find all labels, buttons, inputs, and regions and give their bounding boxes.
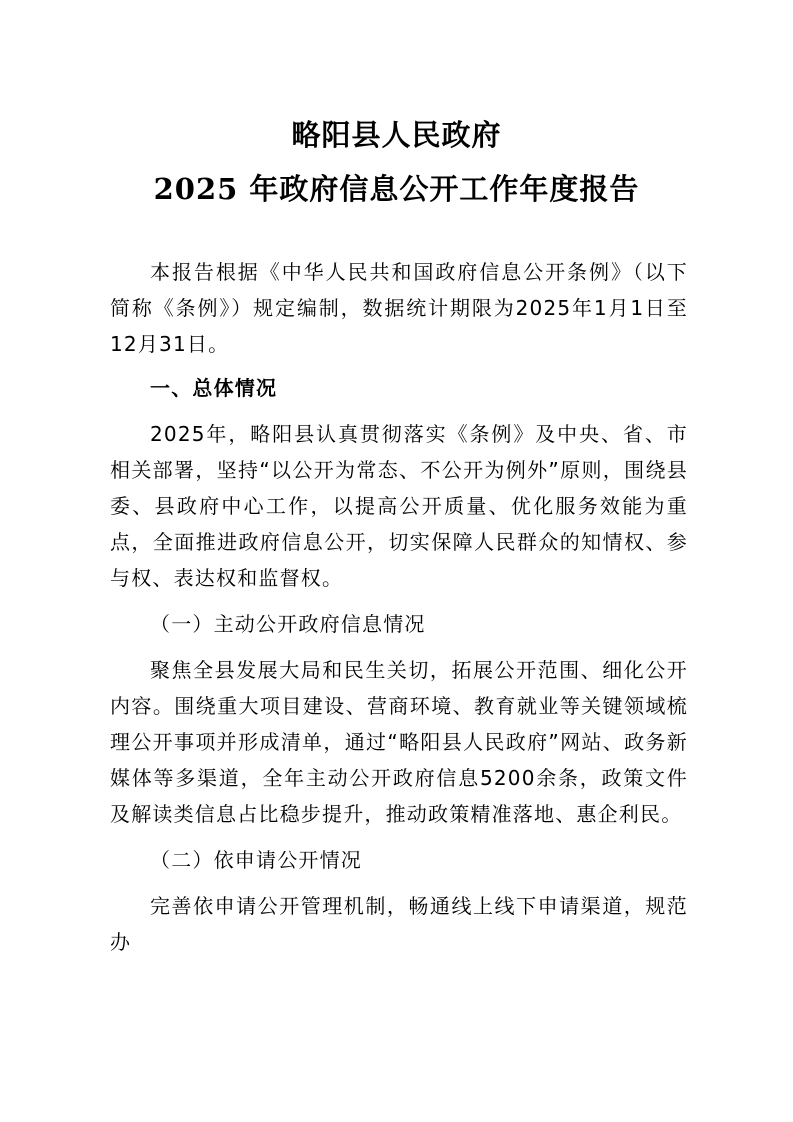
request-paragraph: 完善依申请公开管理机制，畅通线上线下申请渠道，规范办 <box>110 894 688 954</box>
section-heading-overview: 一、总体情况 <box>150 376 278 400</box>
proactive-paragraph: 聚焦全县发展大局和民生关切，拓展公开范围、细化公开内容。围绕重大项目建设、营商环境、教育就业等关键领域梳理公开事项并形成清单，通过“略阳县人民政府”网站、政务新媒体等多渠道，全年主动公开政府信息5200余条，政策文件及解读类信息占比稳步提升，推动政策精准落地、惠企利民。 <box>110 658 688 826</box>
title-line-2: 2025 年政府信息公开工作年度报告 <box>153 172 640 206</box>
subsection-heading-request: （二）依申请公开情况 <box>150 848 362 872</box>
overview-paragraph: 2025年，略阳县认真贯彻落实《条例》及中央、省、市相关部署，坚持“以公开为常态、不公开为例外”原则，围绕县委、县政府中心工作，以提高公开质量、优化服务效能为重点，全面推进政府信息公开，切实保障人民群众的知情权、参与权、表达权和监督权。 <box>110 422 688 590</box>
intro-paragraph: 本报告根据《中华人民共和国政府信息公开条例》（以下简称《条例》）规定编制，数据统计期限为2025年1月1日至12月31日。 <box>110 260 688 356</box>
document-title <box>0 108 793 216</box>
subsection-heading-proactive: （一）主动公开政府信息情况 <box>150 612 426 636</box>
title-line-1: 略阳县人民政府 <box>291 118 502 152</box>
document-body <box>110 254 688 970</box>
